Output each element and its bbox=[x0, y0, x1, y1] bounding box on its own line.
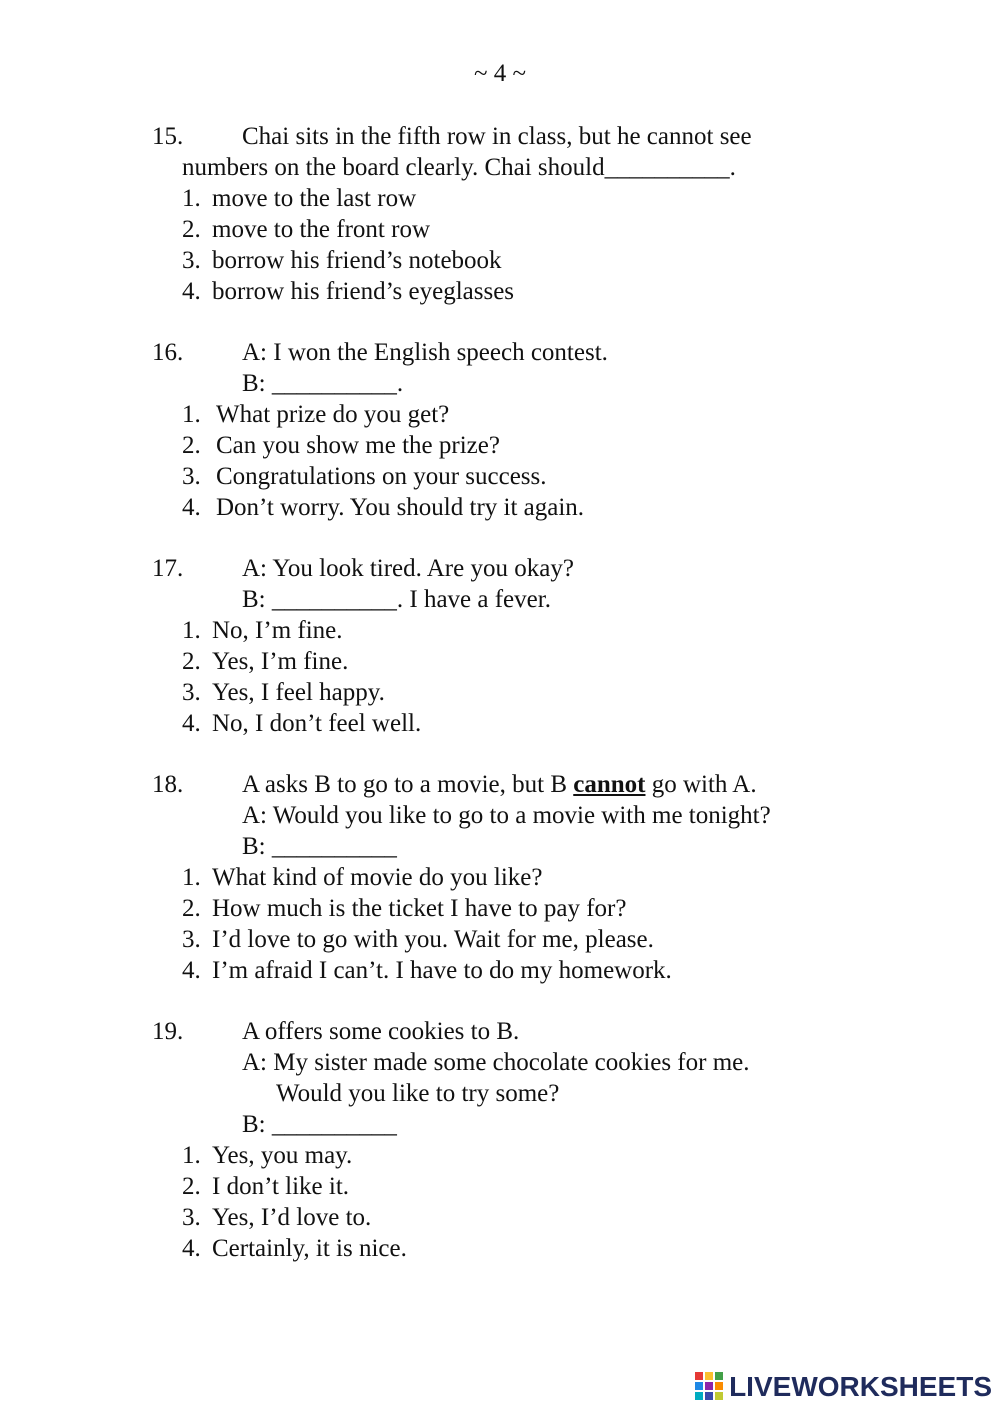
question-number: 19. bbox=[152, 1018, 184, 1045]
dialogue-b: B: __________ bbox=[242, 1111, 397, 1138]
question-text: A offers some cookies to B. bbox=[242, 1018, 520, 1045]
option-3[interactable]: 3. I’d love to go with you. Wait for me, please. bbox=[182, 926, 654, 953]
dialogue-b: B: __________ bbox=[242, 833, 397, 860]
question-text: A asks B to go to a movie, but B cannot go with A. bbox=[242, 771, 757, 798]
question-17 bbox=[0, 553, 1000, 739]
option-4[interactable]: 4. I’m afraid I can’t. I have to do my homework. bbox=[182, 957, 672, 984]
option-4[interactable]: 4. No, I don’t feel well. bbox=[182, 710, 422, 737]
question-number: 15. bbox=[152, 123, 184, 150]
dialogue-b: B: __________. bbox=[242, 370, 404, 397]
option-2[interactable]: 2. Can you show me the prize? bbox=[182, 432, 500, 459]
option-2[interactable]: 2. How much is the ticket I have to pay for? bbox=[182, 895, 627, 922]
question-19 bbox=[0, 1016, 1000, 1264]
dialogue-a: A: You look tired. Are you okay? bbox=[242, 555, 574, 582]
logo-text: LIVEWORKSHEETS bbox=[729, 1370, 992, 1402]
liveworksheets-logo[interactable] bbox=[695, 1369, 992, 1403]
dialogue-a-continued: Would you like to try some? bbox=[276, 1080, 560, 1107]
question-number: 18. bbox=[152, 771, 184, 798]
question-15 bbox=[0, 121, 1000, 307]
option-3[interactable]: 3. borrow his friend’s notebook bbox=[182, 247, 502, 274]
option-4[interactable]: 4. Don’t worry. You should try it again. bbox=[182, 494, 585, 521]
dialogue-b: B: __________. I have a fever. bbox=[242, 586, 551, 613]
option-3[interactable]: 3. Yes, I’d love to. bbox=[182, 1204, 372, 1231]
dialogue-a: A: Would you like to go to a movie with me tonight? bbox=[242, 802, 771, 829]
emphasis-cannot: cannot bbox=[573, 771, 646, 798]
option-3[interactable]: 3. Congratulations on your success. bbox=[182, 463, 547, 490]
page-number: ~ 4 ~ bbox=[473, 60, 527, 87]
dialogue-a: A: My sister made some chocolate cookies for me. bbox=[242, 1049, 750, 1076]
option-2[interactable]: 2. I don’t like it. bbox=[182, 1173, 350, 1200]
question-text-continued: numbers on the board clearly. Chai should__________. bbox=[182, 154, 736, 181]
option-4[interactable]: 4. borrow his friend’s eyeglasses bbox=[182, 278, 515, 305]
dialogue-a: A: I won the English speech contest. bbox=[242, 339, 608, 366]
question-text: Chai sits in the fifth row in class, but he cannot see bbox=[242, 123, 752, 150]
option-1[interactable]: 1. What prize do you get? bbox=[182, 401, 450, 428]
option-2[interactable]: 2. move to the front row bbox=[182, 216, 431, 243]
question-number: 17. bbox=[152, 555, 184, 582]
option-1[interactable]: 1. No, I’m fine. bbox=[182, 617, 343, 644]
option-1[interactable]: 1. move to the last row bbox=[182, 185, 417, 212]
option-4[interactable]: 4. Certainly, it is nice. bbox=[182, 1235, 407, 1262]
logo-grid-icon bbox=[695, 1372, 723, 1400]
option-3[interactable]: 3. Yes, I feel happy. bbox=[182, 679, 385, 706]
question-18 bbox=[0, 769, 1000, 986]
question-number: 16. bbox=[152, 339, 184, 366]
option-2[interactable]: 2. Yes, I’m fine. bbox=[182, 648, 349, 675]
option-1[interactable]: 1. What kind of movie do you like? bbox=[182, 864, 543, 891]
question-16 bbox=[0, 337, 1000, 523]
option-1[interactable]: 1. Yes, you may. bbox=[182, 1142, 353, 1169]
